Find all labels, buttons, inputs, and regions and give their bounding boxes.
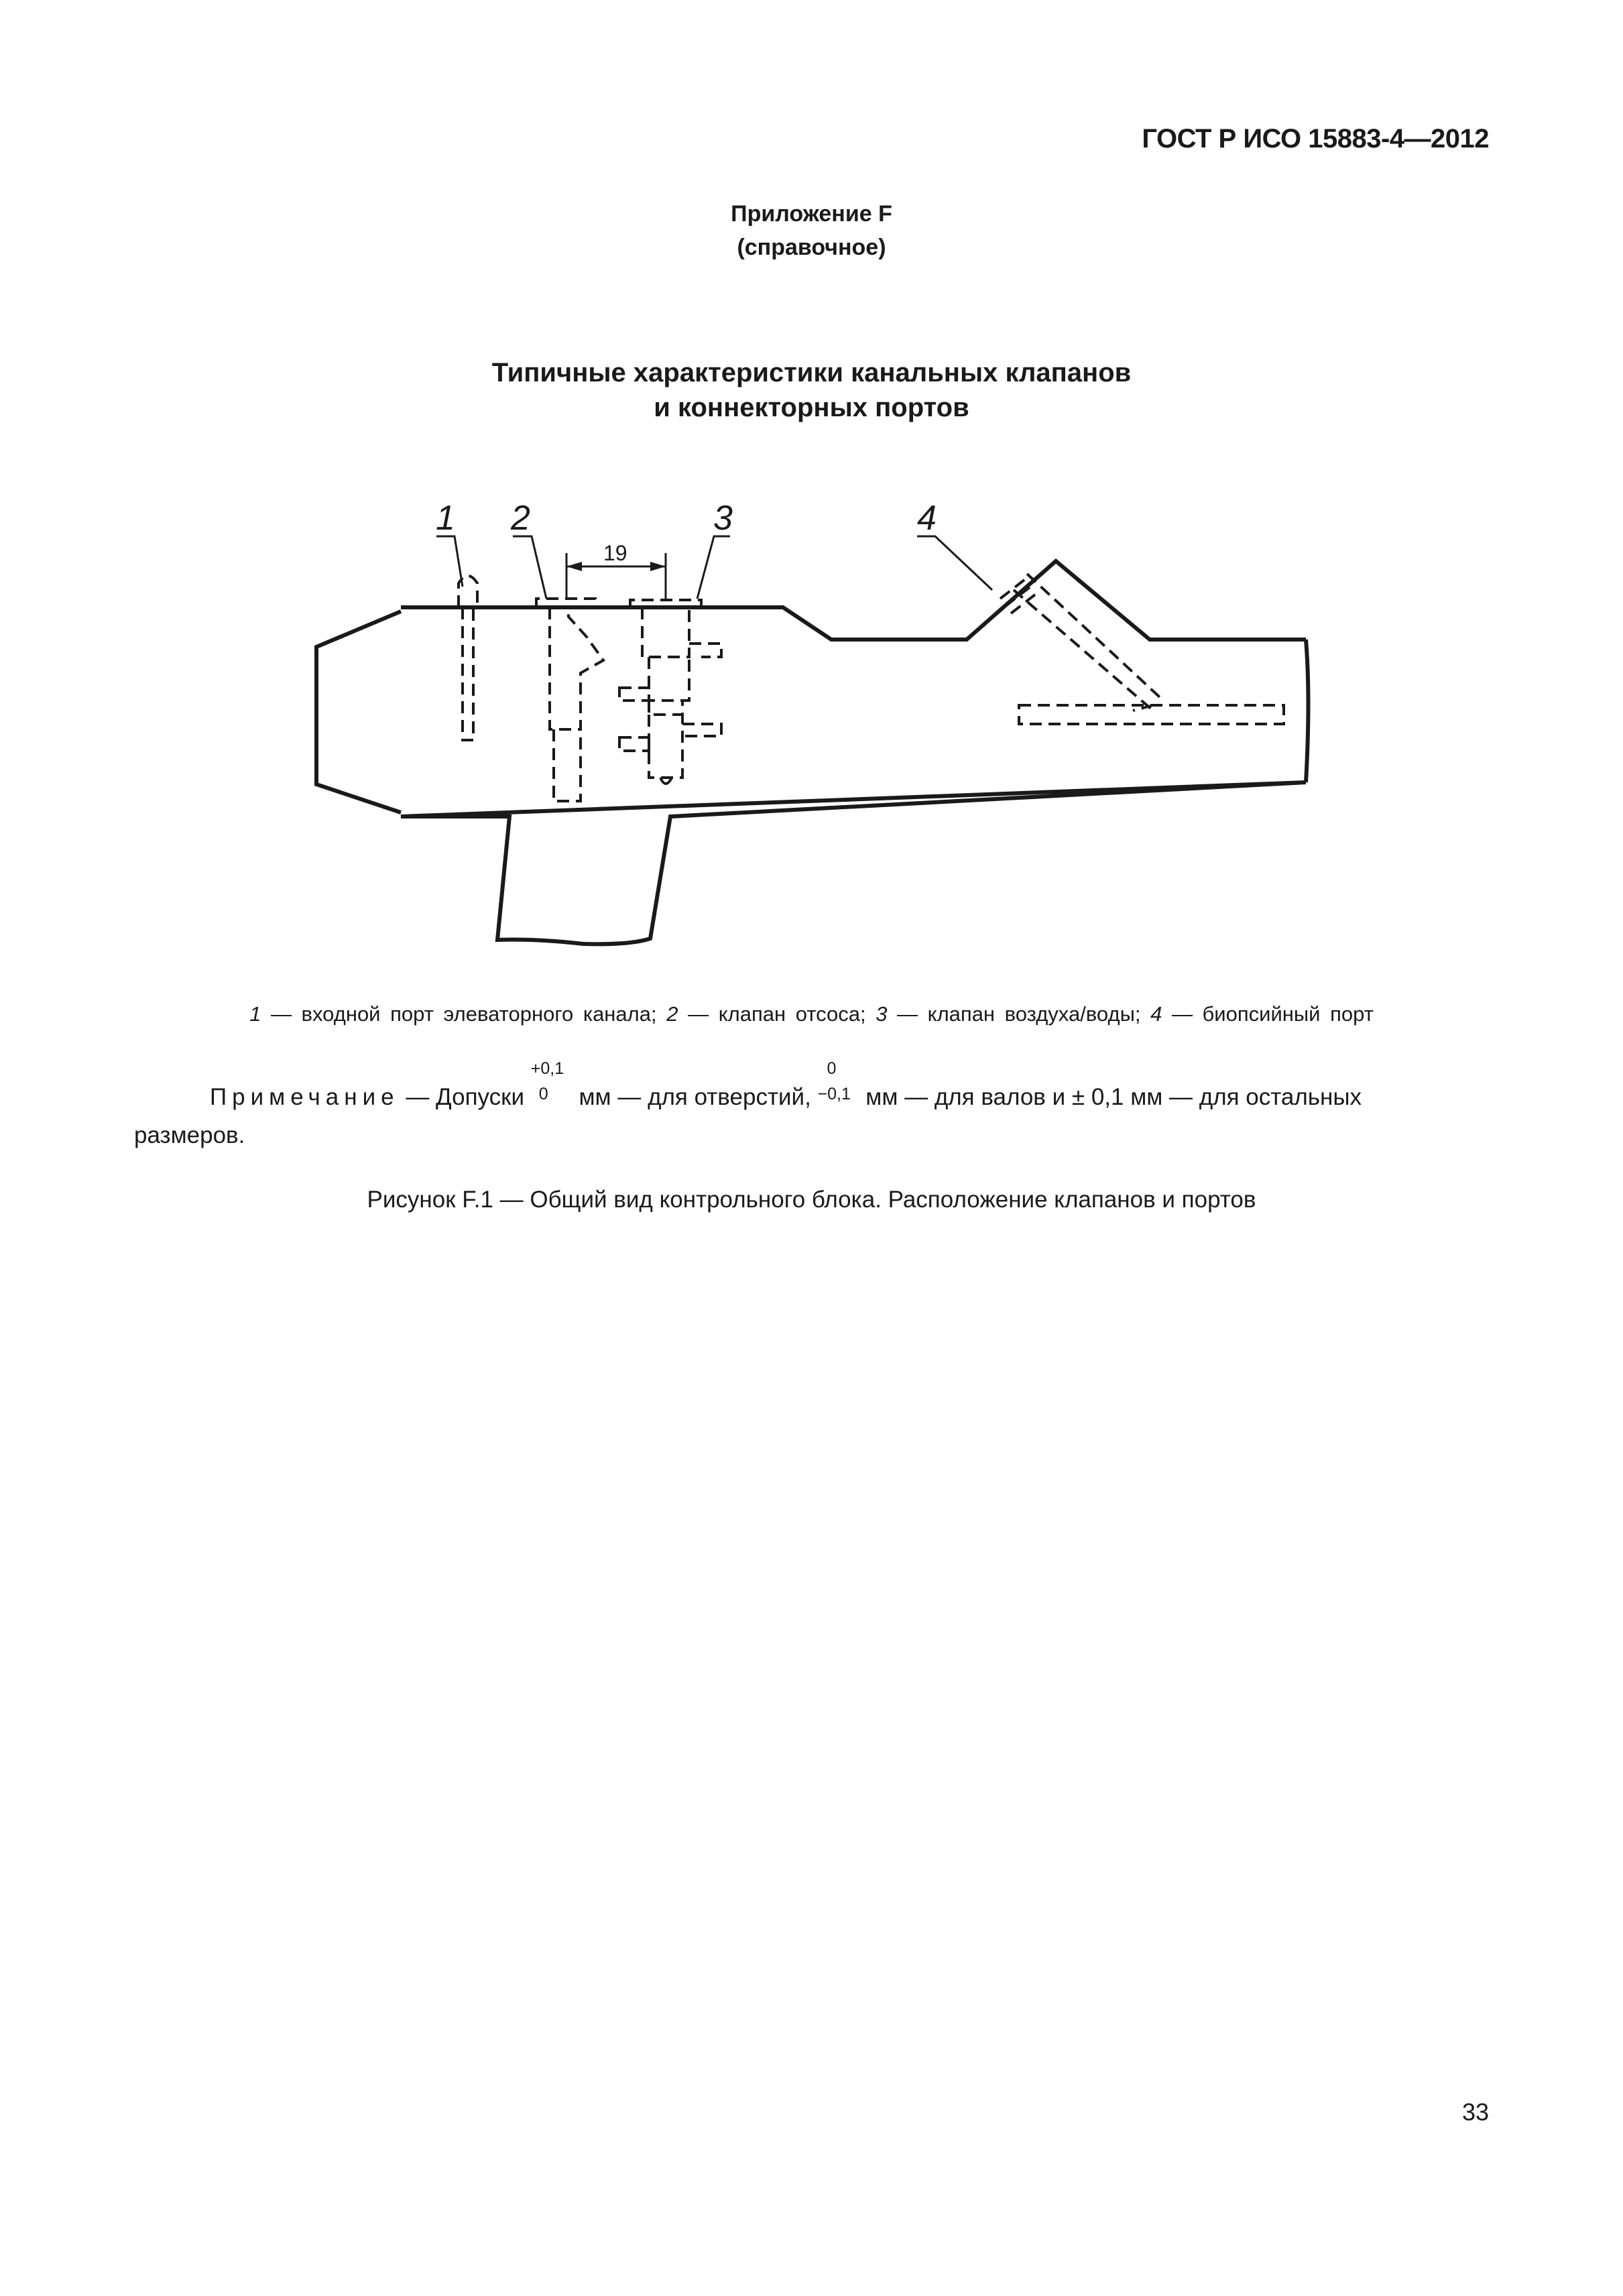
air-water-valve-dashed — [619, 600, 721, 778]
legend-num-4: 4 — [1150, 1002, 1162, 1026]
note-continuation: размеров. — [134, 1122, 245, 1148]
tolerance-shafts-lower: −0,1 — [817, 1085, 851, 1103]
figure-legend — [0, 1002, 1623, 1026]
callout-4: 4 — [917, 499, 937, 538]
legend-text-3: — клапан воздуха/воды; — [887, 1002, 1151, 1026]
dimension-arrow-left — [566, 562, 582, 571]
note-text-3: мм — для валов и ± 0,1 мм — для остальных — [859, 1084, 1362, 1110]
biopsy-port-dashed — [1000, 574, 1160, 711]
legend-text-2: — клапан отсоса; — [678, 1002, 876, 1026]
housing-outline — [401, 561, 1309, 944]
figure-caption: Рисунок F.1 — Общий вид контрольного блока. Расположение клапанов и портов — [367, 1187, 1256, 1213]
callout-3: 3 — [713, 499, 733, 538]
control-block-drawing — [0, 469, 1623, 959]
biopsy-channel-dashed — [1019, 705, 1284, 724]
callout-1: 1 — [436, 499, 455, 538]
figure-title-line-1: Типичные характеристики канальных клапанов — [491, 358, 1132, 387]
callout-2: 2 — [511, 499, 530, 538]
dimension-arrow-right — [650, 562, 666, 571]
leader-3 — [697, 536, 730, 599]
legend-text-4: — биопсийный порт — [1162, 1002, 1374, 1026]
note-text-2: мм — для отверстий, — [572, 1084, 818, 1110]
suction-valve-dashed — [536, 599, 603, 801]
end-cap-outline — [316, 611, 401, 812]
legend-text-1: — входной порт элеваторного канала; — [261, 1002, 667, 1026]
legend-num-2: 2 — [666, 1002, 678, 1026]
standard-code: ГОСТ Р ИСО 15883-4—2012 — [1142, 124, 1489, 154]
tolerance-holes-upper: +0,1 — [530, 1059, 564, 1078]
note-paragraph — [210, 1059, 1362, 1111]
tolerance-holes — [530, 1059, 573, 1105]
annex-kind: (справочное) — [737, 235, 886, 260]
leader-1 — [436, 536, 463, 587]
legend-num-1: 1 — [249, 1002, 261, 1026]
tolerance-shafts-upper: 0 — [827, 1059, 837, 1078]
tolerance-shafts — [817, 1059, 859, 1105]
legend-num-3: 3 — [876, 1002, 888, 1026]
elevator-port-dashed — [459, 576, 477, 740]
leader-2 — [513, 536, 546, 599]
note-text-1: — Допуски — [399, 1084, 531, 1110]
annex-title: Приложение F — [731, 201, 892, 227]
page-number: 33 — [1461, 2098, 1489, 2126]
figure-title-line-2: и коннекторных портов — [654, 393, 969, 422]
note-label: Примечание — [210, 1084, 400, 1110]
tolerance-holes-lower: 0 — [538, 1085, 548, 1103]
dimension-value: 19 — [603, 541, 627, 565]
leader-4 — [917, 536, 992, 590]
